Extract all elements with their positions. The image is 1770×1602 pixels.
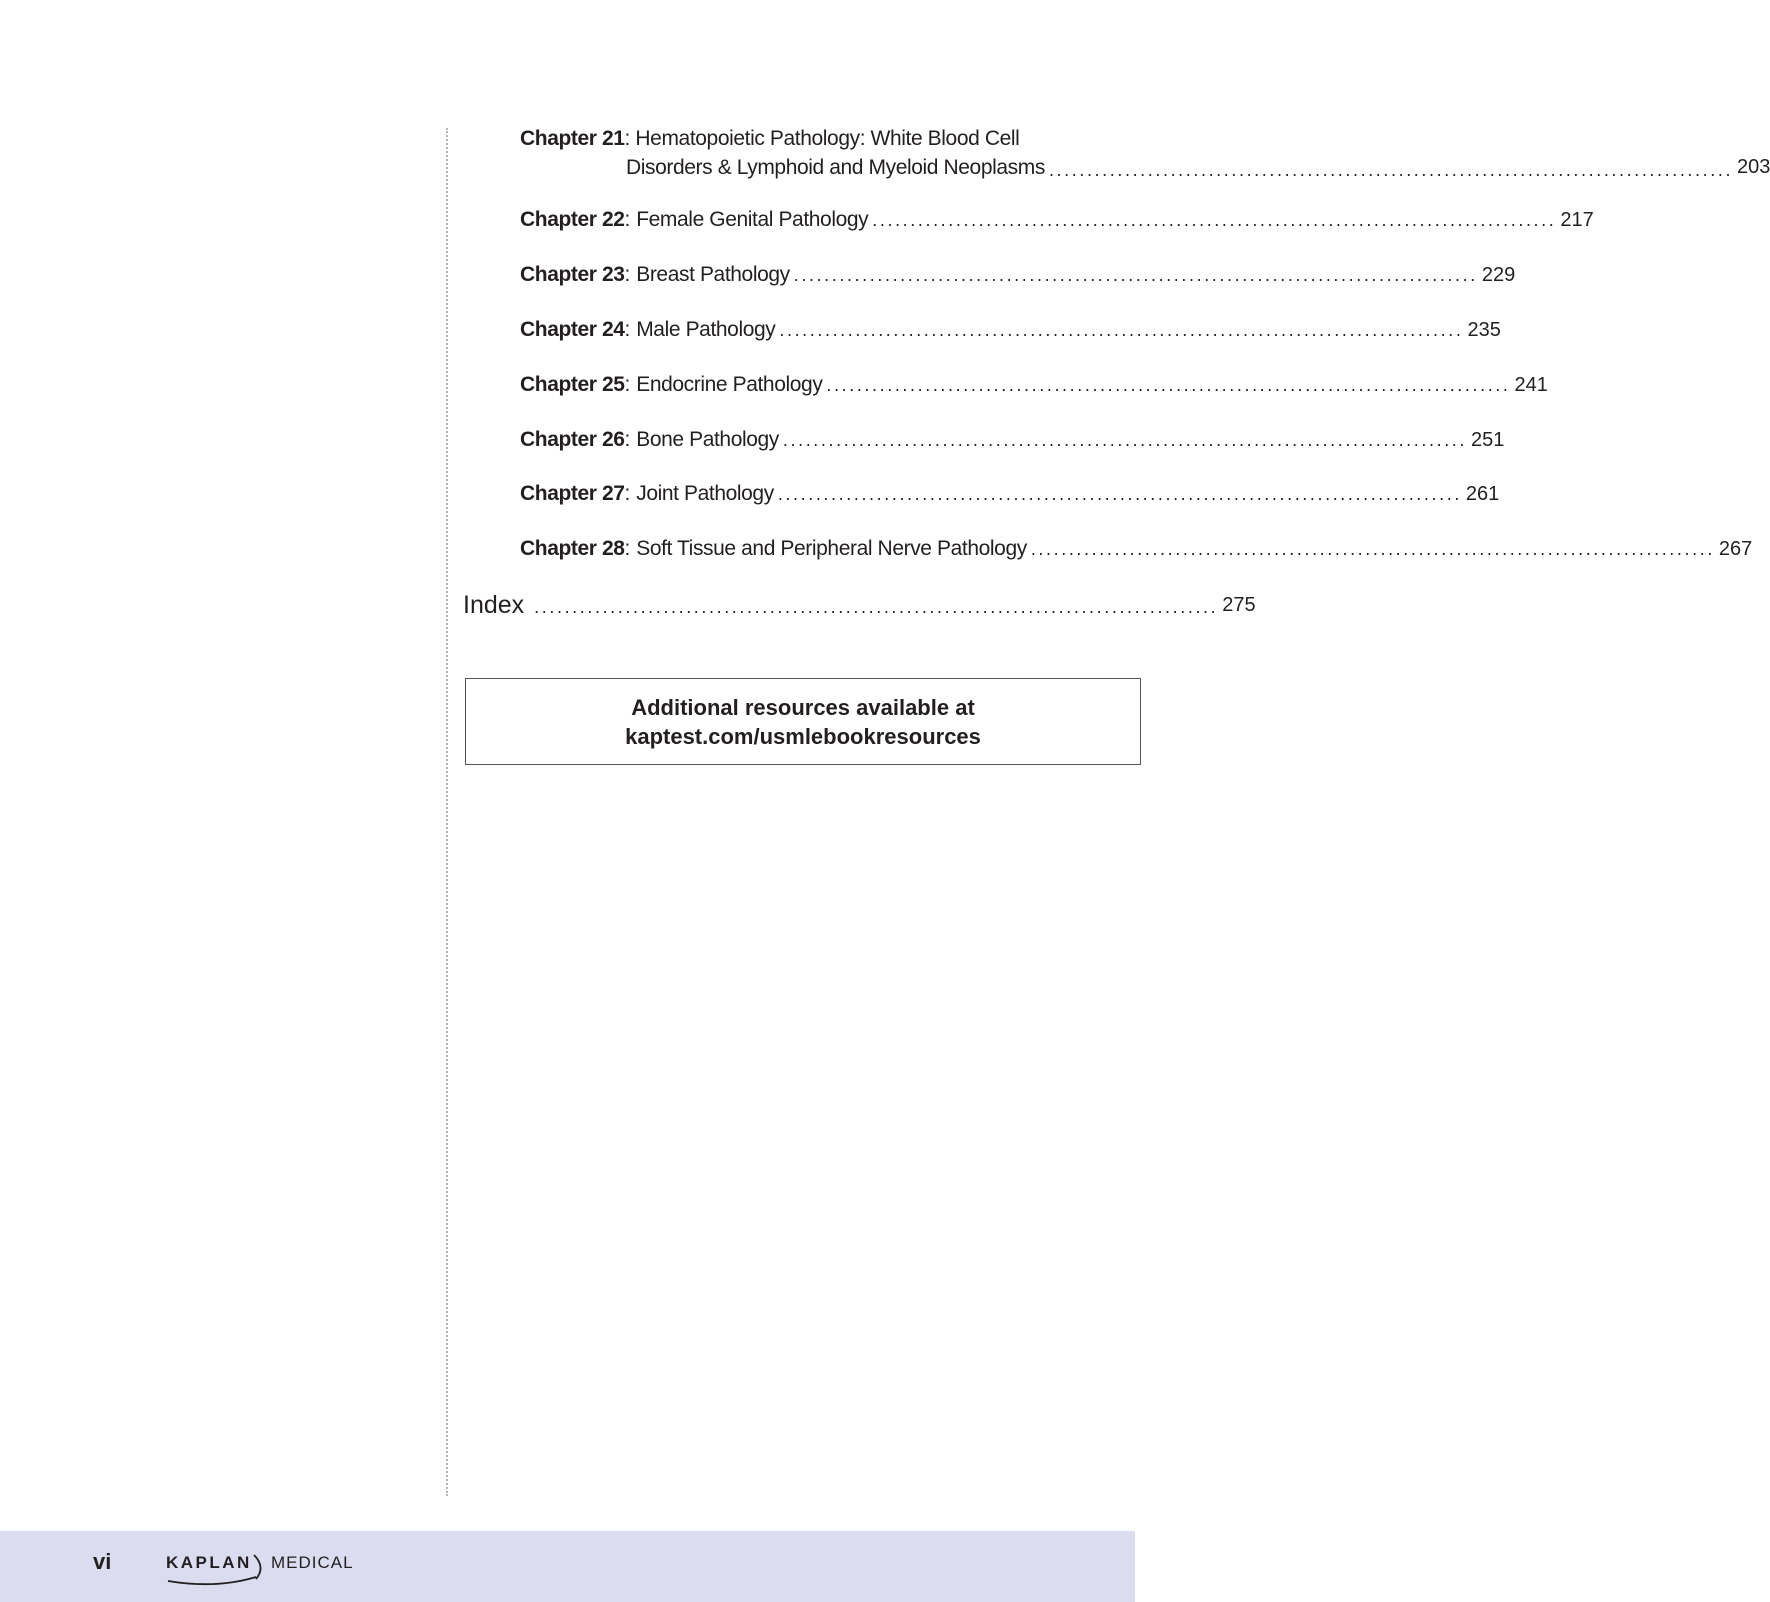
dot-leader: .......................................................................................... <box>826 375 1511 395</box>
brand-name: KAPLAN <box>166 1553 252 1572</box>
chapter-title-line1: Hematopoietic Pathology: White Blood Cell <box>635 127 1020 150</box>
toc-entry-index[interactable] <box>463 587 1256 619</box>
toc-entry-chapter-24[interactable]: Chapter 24 : Male Pathology .......................................................................................... 235 <box>520 318 1501 341</box>
chapter-title: Endocrine Pathology <box>636 373 823 396</box>
chapter-title: Soft Tissue and Peripheral Nerve Pathology <box>636 537 1027 560</box>
chapter-page-number: 229 <box>1481 264 1516 286</box>
index-page-number: 275 <box>1222 594 1256 616</box>
page-footer <box>0 1531 1135 1602</box>
chapter-page-number: 217 <box>1560 209 1594 231</box>
chapter-number: Chapter 23 <box>520 263 625 286</box>
toc-entry-chapter-26[interactable]: Chapter 26 : Bone Pathology .......................................................................................... 251 <box>520 428 1505 451</box>
chapter-number: Chapter 21 <box>520 127 625 150</box>
dot-leader: .......................................................................................... <box>793 265 1478 285</box>
chapter-title-line2: Disorders & Lymphoid and Myeloid Neoplasms <box>626 156 1045 179</box>
chapter-number: Chapter 25 <box>520 373 625 396</box>
chapter-page-number: 267 <box>1718 538 1753 560</box>
chapter-title: Joint Pathology <box>636 482 774 505</box>
dot-leader: .......................................................................................... <box>872 210 1557 230</box>
chapter-number: Chapter 22 <box>520 208 625 231</box>
dot-leader: .......................................................................................... <box>779 320 1464 340</box>
dotted-margin-rule <box>446 128 448 1496</box>
resources-box <box>465 678 1141 765</box>
resources-line1: Additional resources available at <box>631 694 975 720</box>
product-name: MEDICAL <box>271 1553 354 1572</box>
chapter-number: Chapter 24 <box>520 318 625 341</box>
chapter-title: Breast Pathology <box>636 263 790 286</box>
chapter-number: Chapter 26 <box>520 428 625 451</box>
chapter-title: Male Pathology <box>636 318 776 341</box>
dot-leader: .......................................................................................... <box>777 484 1462 504</box>
chapter-title: Female Genital Pathology <box>636 208 869 231</box>
toc-entry-chapter-25[interactable]: Chapter 25 : Endocrine Pathology .......................................................................................... 241 <box>520 373 1548 396</box>
dot-leader: .......................................................................................... <box>782 430 1467 450</box>
chapter-number: Chapter 27 <box>520 482 625 505</box>
dot-leader: .......................................................................................... <box>534 597 1219 617</box>
footer-page-number: vi <box>93 1549 112 1574</box>
resources-link[interactable]: kaptest.com/usmlebookresources <box>625 723 981 749</box>
toc-entry-chapter-21[interactable]: Chapter 21: Hematopoietic Pathology: White Blood Cell Disorders & Lymphoid and Myeloid Neoplasms .......................................................................................... 203 <box>520 127 1770 180</box>
toc-entry-chapter-27[interactable]: Chapter 27 : Joint Pathology .......................................................................................... 261 <box>520 482 1500 505</box>
index-label: Index <box>463 591 525 619</box>
toc-entry-chapter-23[interactable]: Chapter 23 : Breast Pathology .......................................................................................... 229 <box>520 263 1516 286</box>
chapter-page-number: 251 <box>1471 429 1505 451</box>
kaplan-medical-logo <box>166 1547 366 1587</box>
chapter-page-number: 203 <box>1737 156 1770 178</box>
toc-entry-chapter-22[interactable]: Chapter 22 : Female Genital Pathology .......................................................................................... 217 <box>520 208 1594 231</box>
dot-leader: .......................................................................................... <box>1030 539 1715 559</box>
toc-entry-chapter-28[interactable]: Chapter 28 : Soft Tissue and Peripheral Nerve Pathology .......................................................................................... 267 <box>520 537 1753 560</box>
chapter-page-number: 241 <box>1514 374 1548 396</box>
chapter-page-number: 261 <box>1465 483 1500 505</box>
chapter-number: Chapter 28 <box>520 537 625 560</box>
chapter-page-number: 235 <box>1467 319 1501 341</box>
dot-leader: .......................................................................................... <box>1048 160 1734 180</box>
chapter-title: Bone Pathology <box>636 428 779 451</box>
